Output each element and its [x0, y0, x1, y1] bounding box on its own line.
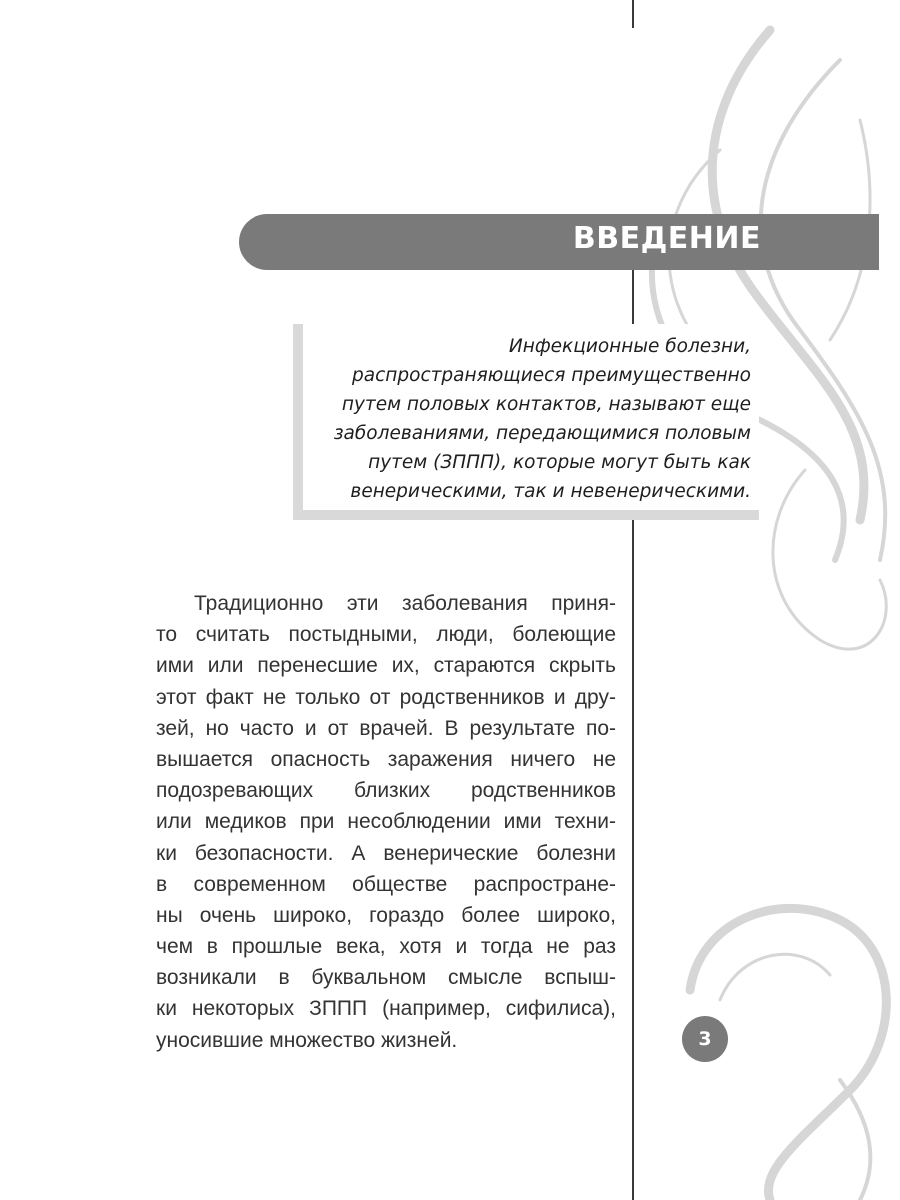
vertical-rule-gap: [626, 28, 640, 214]
intro-line: венерическими, так и невенерическими.: [350, 481, 751, 502]
body-line: или медиков при несоблюдении ими техни-: [156, 810, 616, 834]
chapter-title: ВВЕДЕНИЕ: [572, 221, 761, 256]
chapter-banner: [239, 214, 879, 270]
body-line: то считать постыдными, люди, болеющие: [156, 623, 616, 647]
body-paragraph: [156, 588, 616, 1056]
intro-text: [311, 332, 751, 506]
body-line: ны очень широко, гораздо более широко,: [156, 903, 616, 927]
body-line: в современном обществе распростране-: [156, 872, 616, 896]
page-number-badge: 3: [682, 1016, 728, 1062]
body-line: уносившие множество жизней.: [156, 1028, 458, 1052]
intro-box: [303, 324, 759, 510]
body-line: зей, но часто и от врачей. В результате по-: [156, 716, 616, 740]
body-line: Традиционно эти заболевания приня-: [194, 592, 616, 615]
body-line: ки безопасности. А венерические болезни: [156, 841, 616, 865]
body-line: ки некоторых ЗППП (например, сифилиса),: [156, 997, 616, 1021]
body-line: этот факт не только от родственников и дру-: [156, 685, 616, 709]
intro-line: путем половых контактов, называют еще: [341, 394, 751, 415]
body-line: чем в прошлые века, хотя и тогда не раз: [156, 935, 616, 959]
body-line: вышается опасность заражения ничего не: [156, 747, 616, 771]
body-line: ими или перенесшие их, стараются скрыть: [156, 654, 616, 678]
body-line: возникали в буквальном смысле вспыш-: [156, 966, 616, 990]
intro-line: заболеваниями, передающимися половым: [333, 423, 751, 444]
intro-line: путем (ЗППП), которые могут быть как: [368, 452, 751, 473]
body-line: подозревающих близких родственников: [156, 779, 616, 803]
intro-line: Инфекционные болезни,: [508, 336, 751, 357]
intro-line: распространяющиеся преимущественно: [352, 365, 751, 386]
